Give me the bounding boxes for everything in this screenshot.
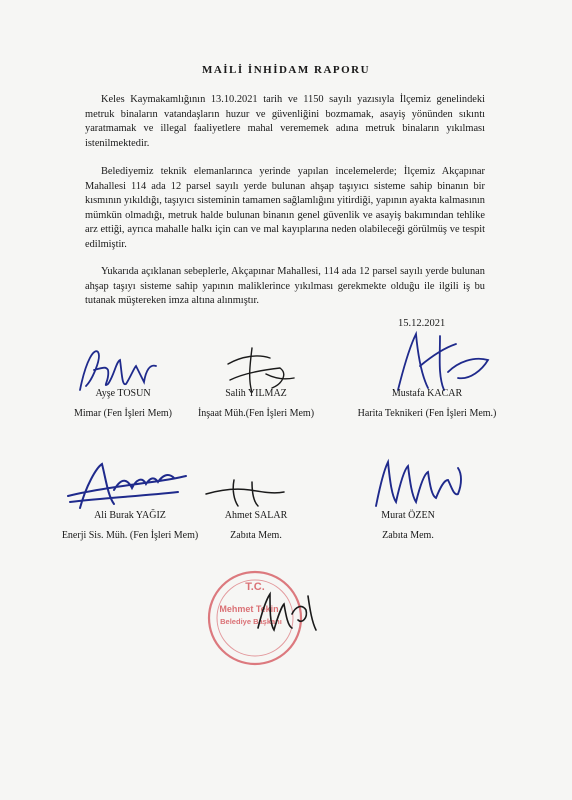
- paragraph-2: Belediyemiz teknik elemanlarınca yerinde yapılan incelemelerde; İlçemiz Akçapınar Mahallesi 114 ada 12 parsel sayılı yerde bulunan ahşap taşıyıcı sisteme sahip binanın bir kısmının yıkıldığı, taşıyıcı sisteminin tamamen sağlamlığını yitirdiği, yapının ayakta kalmasının mümkün olmadığı, metruk halde bulunan binanın genel güvenlik ve asayiş bakımından tehlike arz ettiği, ayrıca mahalle halkı için can ve mal kayıplarına neden olabileceği görülmüş ve tespit edilmiştir.: [85, 166, 485, 250]
- signatory-name: Murat ÖZEN: [381, 510, 435, 521]
- signatory-name: Ahmet SALAR: [224, 510, 288, 521]
- svg-text:Mehmet Tekin: Mehmet Tekin: [219, 604, 279, 614]
- signatory-name: Salih YILMAZ: [225, 388, 287, 399]
- signatory-role: Harita Teknikeri (Fen İşleri Mem.): [357, 408, 497, 419]
- signatory-role: Zabıta Mem.: [230, 530, 282, 541]
- signatory-2: [172, 384, 340, 424]
- signatory-role: Enerji Sis. Müh. (Fen İşleri Mem): [61, 530, 199, 541]
- paragraph-3: Yukarıda açıklanan sebeplerle, Akçapınar Mahallesi, 114 ada 12 parsel sayılı yerde bulunan ahşap taşıyı sisteme sahip yapının maliklerince yıkılması gerekmekte olduğu ile ilgili iş bu tutanak müştereken imza altına alınmıştır.: [85, 266, 485, 307]
- svg-text:Belediye Başkanı: Belediye Başkanı: [220, 617, 282, 626]
- signatory-4: [50, 506, 210, 546]
- signature-murat-ozen: [370, 452, 470, 512]
- signatory-5: [196, 506, 316, 546]
- signatory-role: Mimar (Fen İşleri Mem): [73, 408, 173, 419]
- signatory-name: Mustafa KACAR: [391, 388, 463, 399]
- signatory-6: [348, 506, 468, 546]
- document-title: MAİLİ İNHİDAM RAPORU: [201, 64, 371, 76]
- signatory-role: Zabıta Mem.: [382, 530, 434, 541]
- signatory-role: İnşaat Müh.(Fen İşleri Mem): [197, 408, 315, 419]
- signature-mayor: [252, 588, 322, 638]
- svg-text:T.C.: T.C.: [245, 581, 265, 593]
- paragraph-1: Keles Kaymakamlığının 13.10.2021 tarih ve 1150 sayılı yazısıyla İlçemiz genelindeki metruk binaların vatandaşların huzur ve güvenliğini bozmamak, asayiş yönünden sıkıntı yaratmamak ve illegal faaliyetlere mahal verememek adına metruk binaların yıkılması istenilmektedir.: [85, 94, 485, 149]
- signatory-name: Ayşe TOSUN: [95, 388, 151, 399]
- document-date: 15.12.2021: [398, 318, 446, 329]
- signatory-name: Ali Burak YAĞIZ: [94, 510, 166, 521]
- signatory-3: [342, 384, 512, 424]
